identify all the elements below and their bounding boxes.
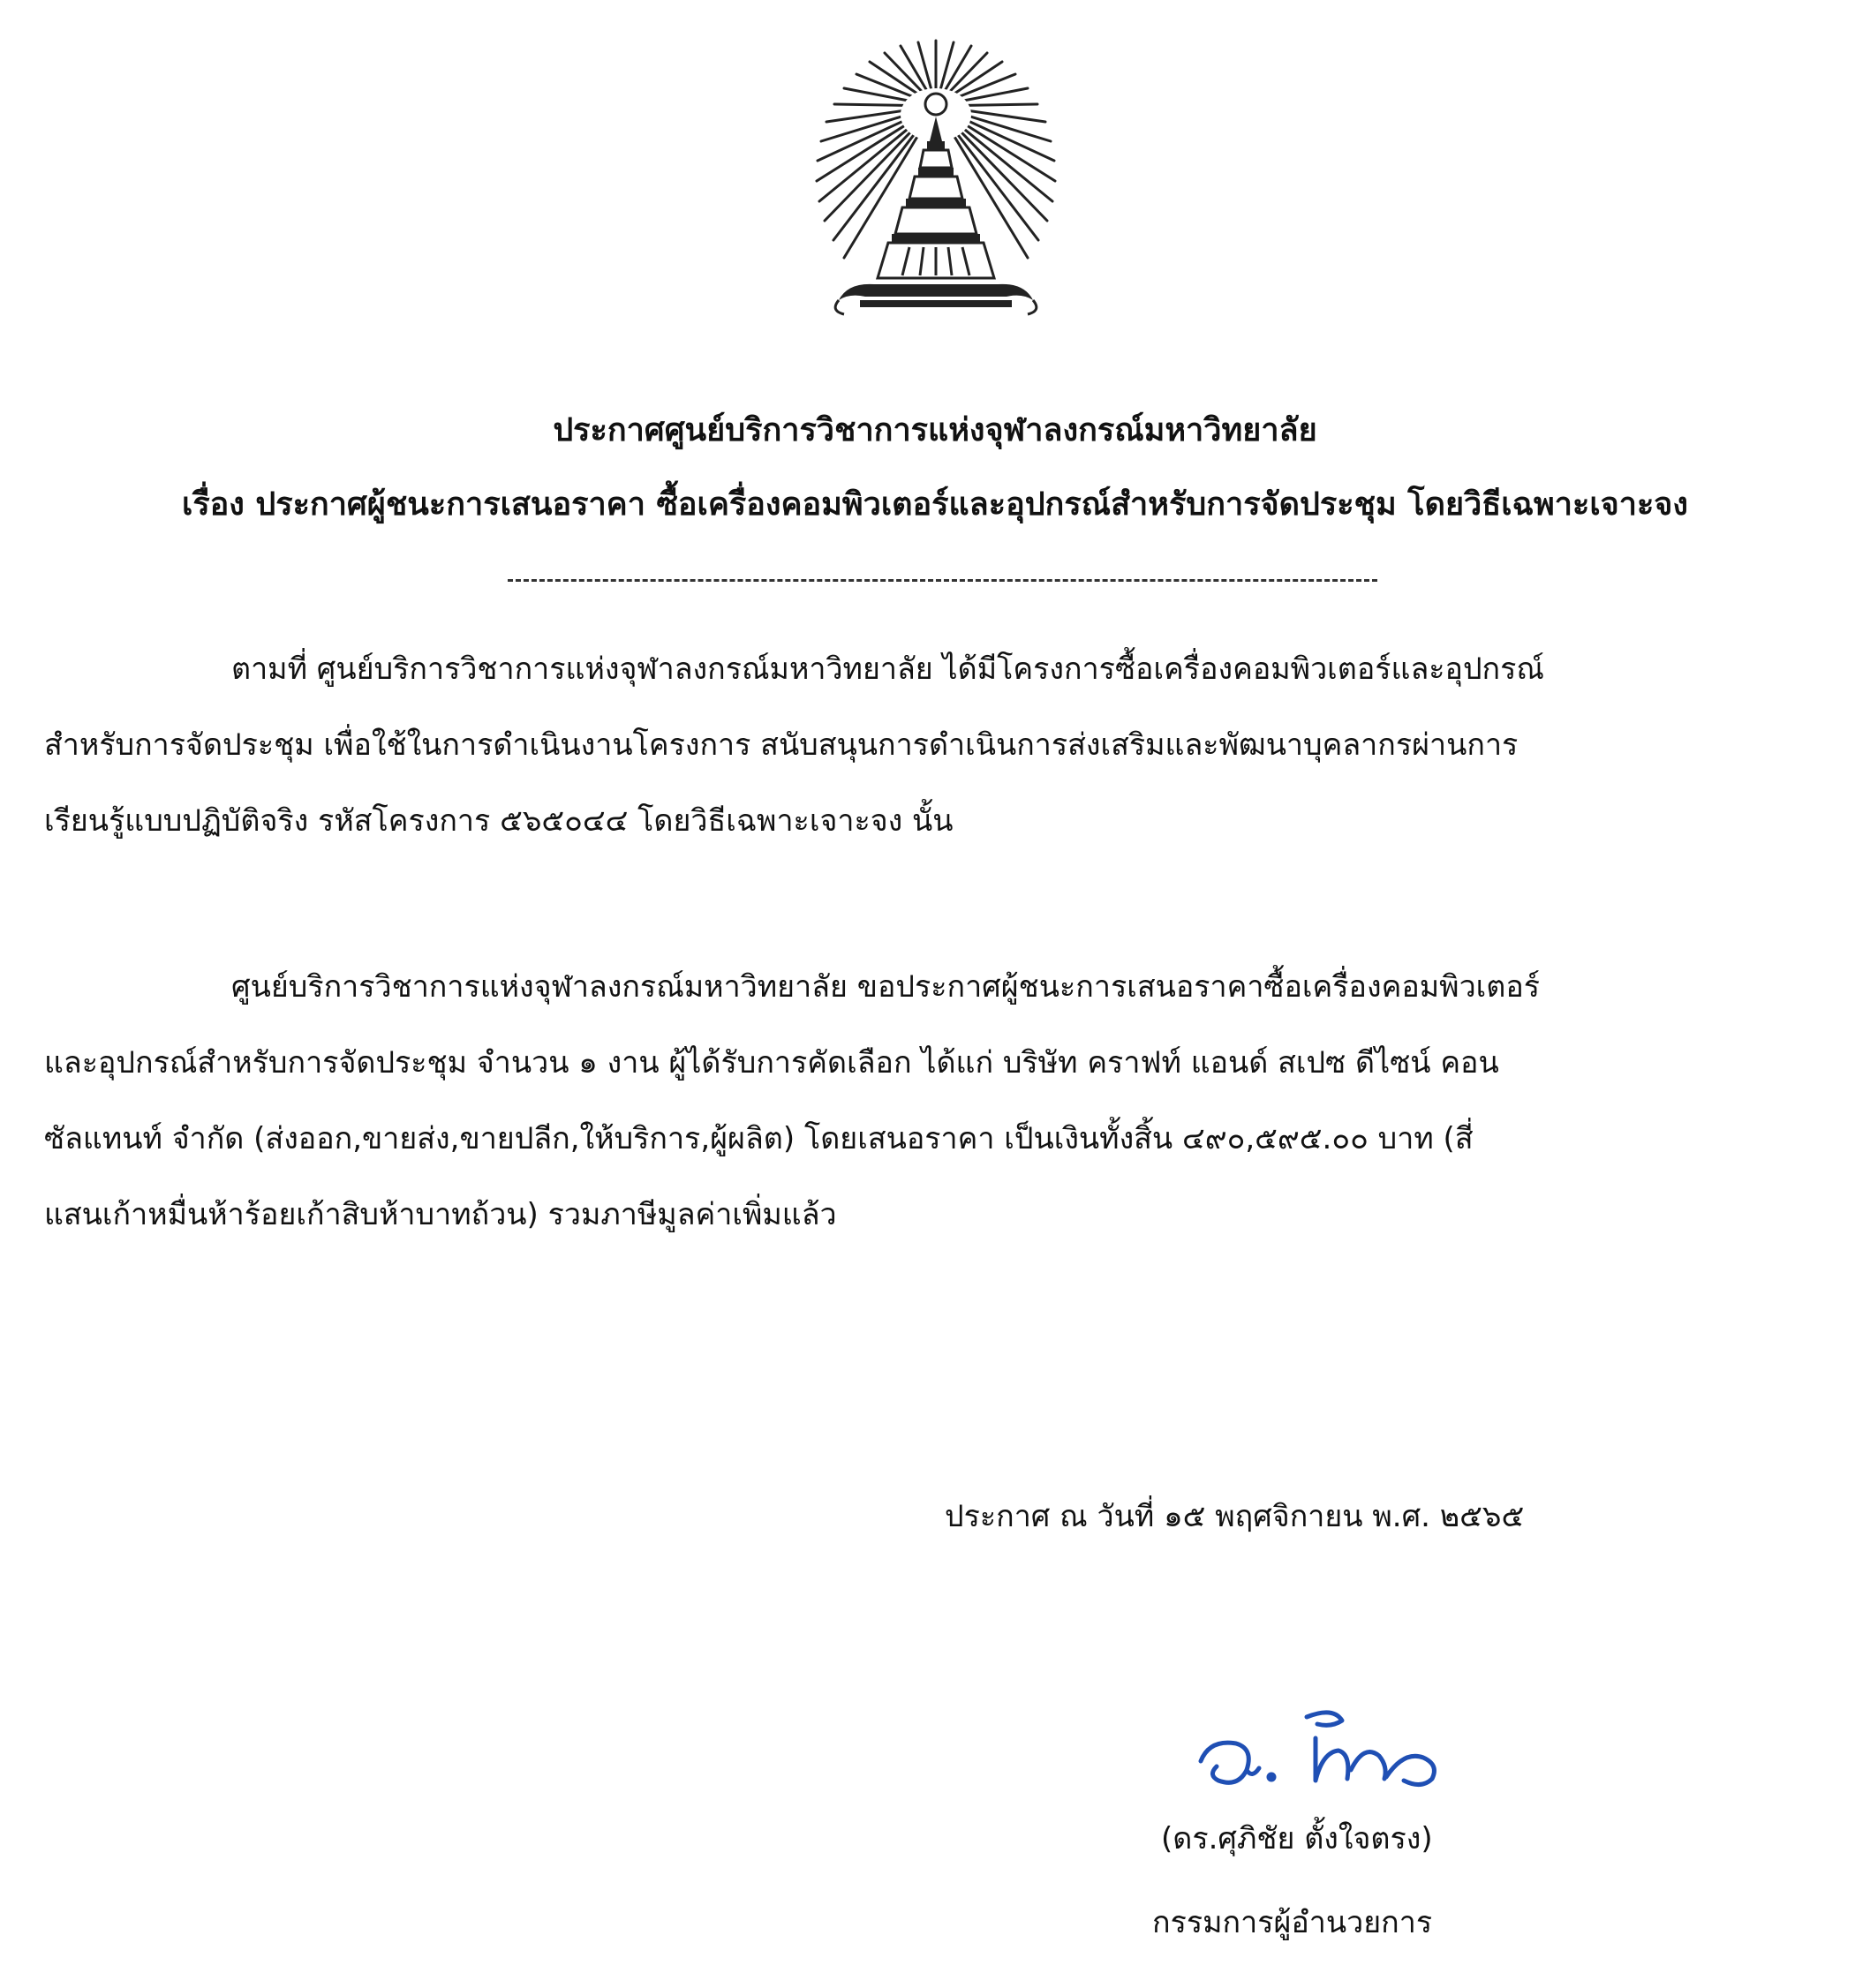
paragraph-line: ศูนย์บริการวิชาการแห่งจุฬาลงกรณ์มหาวิทยาลัย ขอประกาศผู้ชนะการเสนอราคาซื้อเครื่องคอมพิวเตอร์ [231, 969, 1541, 1005]
paragraph-line: แสนเก้าหมื่นห้าร้อยเก้าสิบห้าบาทถ้วน) รวมภาษีมูลค่าเพิ่มแล้ว [44, 1197, 837, 1232]
paragraph-line: และอุปกรณ์สำหรับการจัดประชุม จำนวน ๑ งาน ผู้ได้รับการคัดเลือก ได้แก่ บริษัท คราฟท์ แอนด์ สเปซ ดีไซน์ คอน [44, 1045, 1499, 1081]
paragraph-line: เรียนรู้แบบปฏิบัติจริง รหัสโครงการ ๕๖๕๐๔๔ โดยวิธีเฉพาะเจาะจง นั้น [44, 803, 954, 839]
chulalongkorn-emblem-icon [786, 35, 1086, 353]
announcement-title: ประกาศศูนย์บริการวิชาการแห่งจุฬาลงกรณ์มหาวิทยาลัย [553, 412, 1317, 448]
title-divider [508, 579, 1377, 582]
signer-position: กรรมการผู้อำนวยการ [1152, 1905, 1433, 1940]
announcement-subject: เรื่อง ประกาศผู้ชนะการเสนอราคา ซื้อเครื่องคอมพิวเตอร์และอุปกรณ์สำหรับการจัดประชุม โดยวิธีเฉพาะเจาะจง [182, 486, 1688, 523]
announcement-date: ประกาศ ณ วันที่ ๑๕ พฤศจิกายน พ.ศ. ๒๕๖๕ [945, 1499, 1525, 1534]
signer-name: (ดร.ศุภิชัย ตั้งใจตรง) [1161, 1821, 1433, 1856]
paragraph-line: สำหรับการจัดประชุม เพื่อใช้ในการดำเนินงานโครงการ สนับสนุนการดำเนินการส่งเสริมและพัฒนาบุคลากรผ่านการ [44, 727, 1519, 763]
paragraph-line: ซัลแทนท์ จำกัด (ส่งออก,ขายส่ง,ขายปลีก,ให้บริการ,ผู้ผลิต) โดยเสนอราคา เป็นเงินทั้งสิ้น ๔๙๐,๕๙๕.๐๐ บาท (สี่ [44, 1121, 1474, 1156]
paragraph-winner-announcement [44, 949, 1810, 1253]
paragraph-line: ตามที่ ศูนย์บริการวิชาการแห่งจุฬาลงกรณ์มหาวิทยาลัย ได้มีโครงการซื้อเครื่องคอมพิวเตอร์และอุปกรณ์ [231, 651, 1544, 687]
paragraph-project-background [44, 631, 1810, 859]
handwritten-signature [1183, 1699, 1466, 1805]
